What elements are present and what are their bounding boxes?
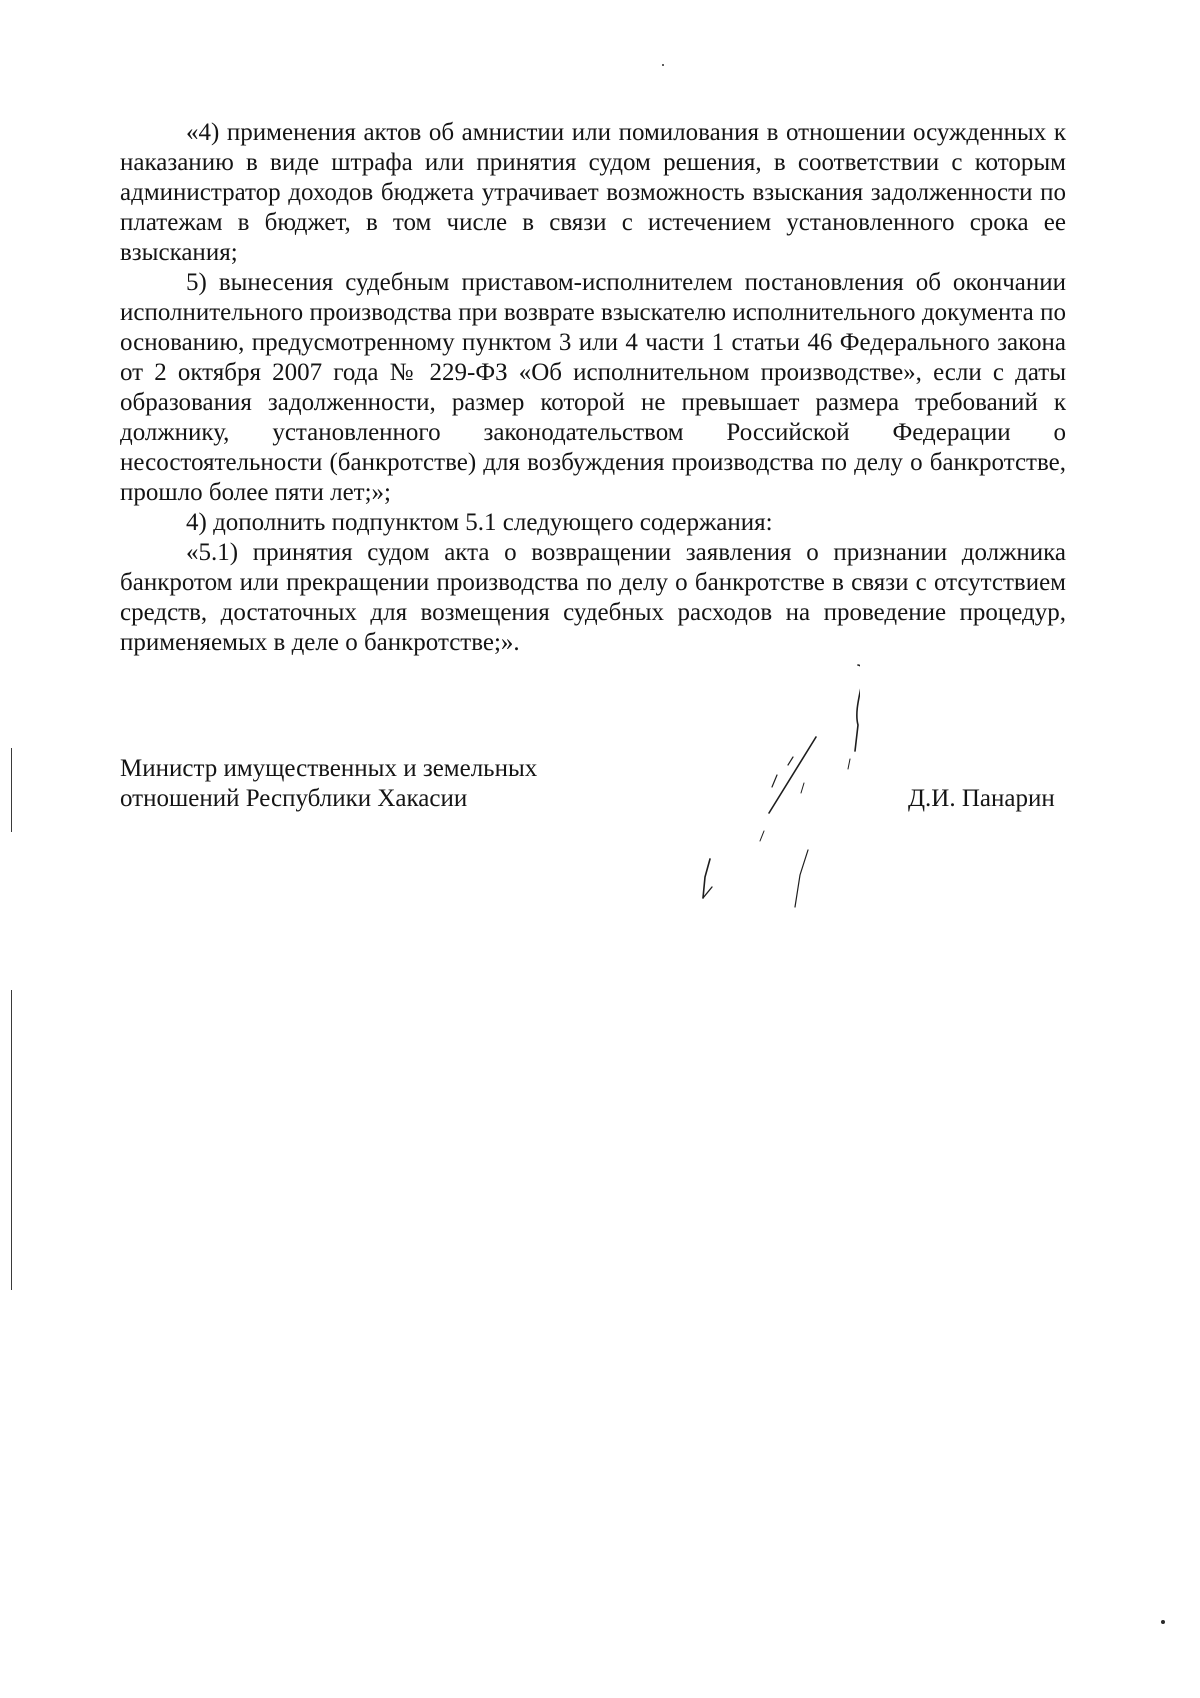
signer-name: Д.И. Панарин (908, 785, 1055, 812)
handwritten-signature (680, 655, 860, 920)
signer-position-line: Министр имущественных и земельных (120, 755, 538, 782)
paragraph-amendment-4: 4) дополнить подпунктом 5.1 следующего содержания: (186, 509, 773, 536)
signer-position (120, 754, 537, 814)
scan-artifact-dot (662, 64, 664, 66)
paragraph-item-5: 5) вынесения судебным приставом-исполнителем постановления об окончании исполнительного производства при возврате взыскателю исполнительного документа по основанию, предусмотренному пунктом 3 или 4 части 1 статьи 46 Федерального закона от 2 октября 2007 года № 229-ФЗ «Об исполнительном производстве», если с даты образования задолженности, размер которой не превышает размера требований к должнику, установленного законодательством Российской Федерации о несостоятельности (банкротстве) для возбуждения производства по делу о банкротстве, прошло более пяти лет;»; (120, 269, 1066, 506)
document-body (120, 118, 1066, 658)
scan-artifact-dot (1161, 1620, 1165, 1624)
scan-artifact-line (11, 990, 12, 1290)
paragraph-item-4: «4) применения актов об амнистии или помилования в отношении осужденных к наказанию в виде штрафа или принятия судом решения, в соответствии с которым администратор доходов бюджета утрачивает возможность взыскания задолженности по платежам в бюджет, в том числе в связи с истечением установленного срока ее взыскания; (120, 119, 1066, 266)
signer-position-line: отношений Республики Хакасии (120, 785, 468, 812)
paragraph-item-5-1: «5.1) принятия судом акта о возвращении заявления о признании должника банкротом или прекращении производства по делу о банкротстве в связи с отсутствием средств, достаточных для возмещения судебных расходов на проведение процедур, применяемых в деле о банкротстве;». (120, 539, 1066, 656)
scan-artifact-line (11, 748, 12, 832)
